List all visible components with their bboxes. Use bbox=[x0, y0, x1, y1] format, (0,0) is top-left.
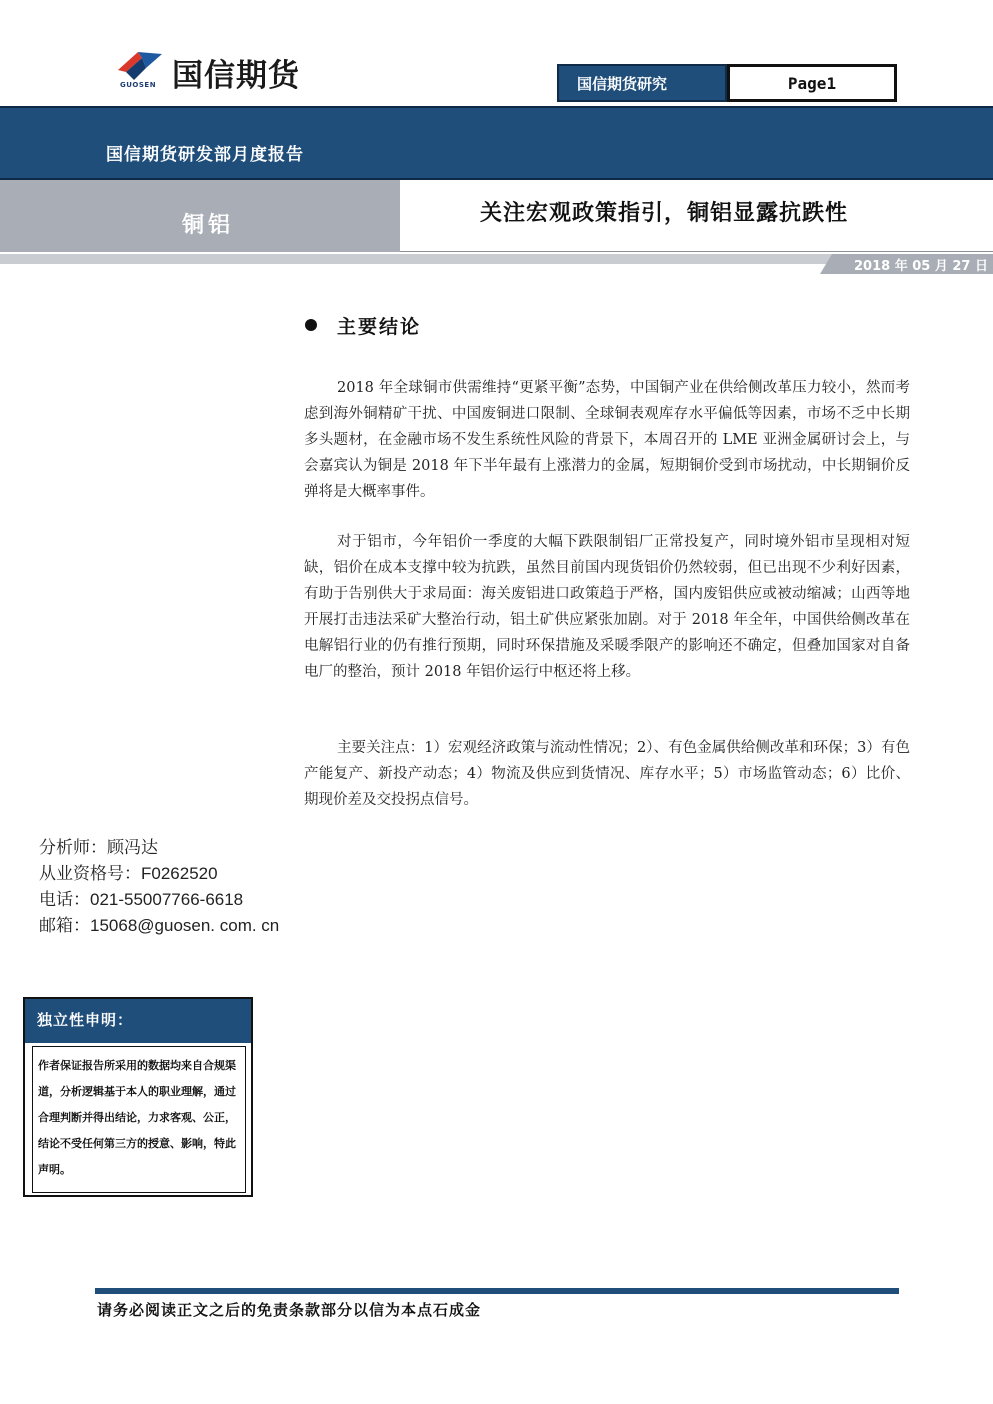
analyst-name-row bbox=[39, 835, 279, 861]
footer-disclaimer: 请务必阅读正文之后的免责条款部分以信为本点石成金 bbox=[97, 1301, 482, 1319]
paragraph-focus-points: 主要关注点：1）宏观经济政策与流动性情况；2）、有色金属供给侧改革和环保；3）有色产能复产、新投产动态；4）物流及供应到货情况、库存水平；5）市场监管动态；6）比价、期现价差及交投拐点信号。 bbox=[304, 740, 910, 808]
paragraph-aluminum: 对于铝市，今年铝价一季度的大幅下跌限制铝厂正常投复产，同时境外铝市呈现相对短缺，铝价在成本支撑中较为抗跌，虽然目前国内现货铝价仍然较弱，但已出现不少利好因素，有助于告别供大于求局面：海关废铝进口政策趋于严格，国内废铝供应或被动缩减；山西等地开展打击违法采矿大整治行动，铝土矿供应紧张加剧。对于 2018 年全年，中国供给侧改革在电解铝行业的仍有推行预期，同时环保措施及采暖季限产的影响还不确定，但叠加国家对自备电厂的整治，预计 2018 年铝价运行中枢还将上移。 bbox=[304, 534, 910, 680]
independence-body: 作者保证报告所采用的数据均来自合规渠道，分析逻辑基于本人的职业理解，通过合理判断并得出结论，力求客观、公正，结论不受任何第三方的授意、影响，特此声明。 bbox=[32, 1046, 246, 1193]
analyst-email-label: 邮箱： bbox=[39, 916, 90, 936]
research-label-box bbox=[557, 64, 727, 102]
guosen-mark-icon bbox=[116, 48, 168, 84]
analyst-email: 15068@guosen. com. cn bbox=[90, 916, 280, 935]
analyst-license-row bbox=[39, 861, 279, 887]
divider bbox=[400, 251, 993, 252]
section-title: 主要结论 bbox=[337, 316, 422, 338]
analyst-info bbox=[39, 835, 279, 939]
independence-title: 独立性申明： bbox=[25, 999, 251, 1043]
analyst-phone: 021-55007766-6618 bbox=[90, 890, 244, 909]
analyst-phone-label: 电话： bbox=[39, 890, 90, 910]
logo-text: 国信期货 bbox=[172, 58, 300, 94]
analyst-name: 顾冯达 bbox=[107, 838, 158, 858]
page-number: Page1 bbox=[787, 73, 837, 93]
analyst-license-label: 从业资格号： bbox=[39, 864, 141, 884]
analyst-license: F0262520 bbox=[141, 864, 218, 883]
paragraph-copper: 2018 年全球铜市供需维持“更紧平衡”态势，中国铜产业在供给侧改革压力较小，然而考虑到海外铜精矿干扰、中国废铜进口限制、全球铜表观库存水平偏低等因素，市场不乏中长期多头题材，在金融市场不发生系统性风险的背景下，本周召开的 LME 亚洲金属研讨会上，与会嘉宾认为铜是 2018 年下半年最有上涨潜力的金属，短期铜价受到市场扰动，中长期铜价反弹将是大概率事件。 bbox=[304, 380, 910, 500]
report-category: 铜铝 bbox=[182, 212, 235, 238]
report-date: 2018 年 05 月 27 日 bbox=[854, 259, 988, 274]
analyst-phone-row bbox=[39, 887, 279, 913]
page-number-box bbox=[727, 64, 897, 102]
bullet-icon bbox=[305, 319, 317, 331]
logo-subtext: GUOSEN bbox=[120, 81, 157, 89]
independence-statement-box bbox=[23, 997, 253, 1197]
report-type: 国信期货研发部月度报告 bbox=[106, 145, 304, 165]
guosen-logo bbox=[116, 48, 356, 94]
analyst-email-row bbox=[39, 913, 279, 939]
analyst-name-label: 分析师： bbox=[39, 838, 107, 858]
footer-divider bbox=[95, 1288, 899, 1294]
report-headline: 关注宏观政策指引，铜铝显露抗跌性 bbox=[480, 200, 849, 226]
research-label: 国信期货研究 bbox=[577, 74, 668, 93]
